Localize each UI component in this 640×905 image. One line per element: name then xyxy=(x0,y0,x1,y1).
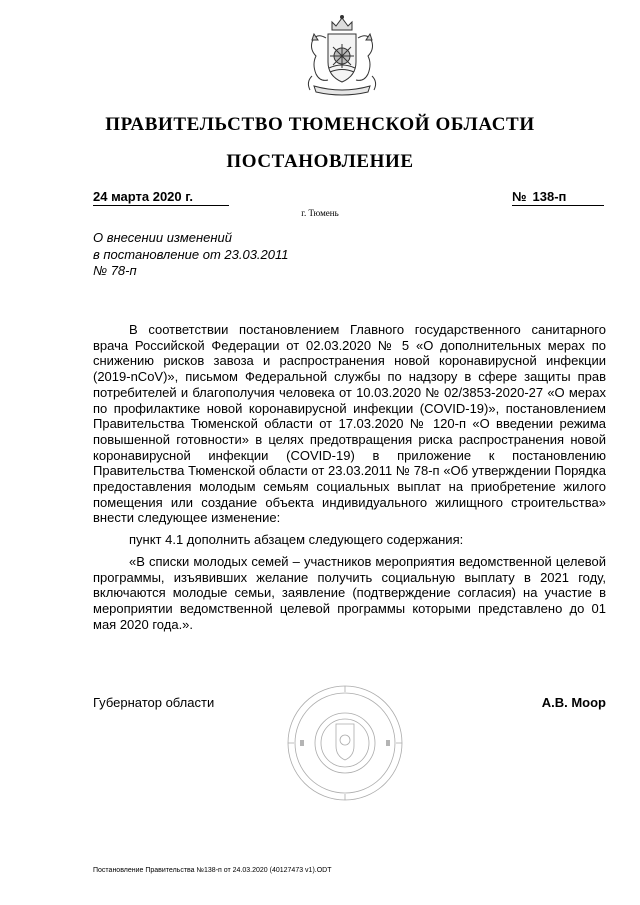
document-footer: Постановление Правительства №138-п от 24.03.2020 (40127473 v1).ODT xyxy=(93,867,332,874)
coat-of-arms-icon xyxy=(302,12,382,98)
document-number-field xyxy=(512,189,604,206)
subject-line: О внесении изменений xyxy=(93,230,232,245)
signer-name: А.В. Моор xyxy=(541,695,606,710)
document-type: ПОСТАНОВЛЕНИЕ xyxy=(226,151,414,172)
body-paragraph: «В списки молодых семей – участников мероприятия ведомственной целевой программы, изъявивших желание получить социальную выплату в 2021 году, включаются молодые семьи, заявление (подтверждение согласия) на участие в мероприятии ведомственной целевой программы которыми представлено до 01 мая 2020 года.». xyxy=(93,553,606,632)
subject-line: в постановление от 23.03.2011 xyxy=(93,246,289,262)
subject-line: № 78-п xyxy=(93,263,137,278)
document-body xyxy=(93,322,606,632)
document-number: 138-п xyxy=(532,189,567,204)
document-city: г. Тюмень xyxy=(301,208,339,218)
number-sign: № xyxy=(512,189,527,204)
government-title: ПРАВИТЕЛЬСТВО ТЮМЕНСКОЙ ОБЛАСТИ xyxy=(105,114,535,135)
document-subject xyxy=(93,230,393,280)
signer-title: Губернатор области xyxy=(93,695,215,710)
official-seal-icon xyxy=(286,684,404,802)
body-paragraph: В соответствии постановлением Главного государственного санитарного врача Российской Федерации от 02.03.2020 № 5 «О дополнительных мерах по снижению рисков завоза и распространения новой коронавирусной инфекции (2019-nCoV)», письмом Федеральной службы по надзору в сфере защиты прав потребителей и благополучия человека от 10.03.2020 № 02/3853-2020-27 «О мерах по профилактике новой коронавирусной инфекции (COVID-19)», постановлением Правительства Тюменской области от 17.03.2020 № 120-п «О введении режима повышенной готовности» в целях предотвращения риска распространения новой коронавирусной инфекции (COVID-19) в приложение к постановлению Правительства Тюменской области от 23.03.2011 № 78-п «Об утверждении Порядка предоставления молодым семьям социальных выплат на приобретение жилого помещения или создание объекта индивидуального жилищного строительства» внести следующее изменение: xyxy=(93,322,606,526)
body-paragraph: пункт 4.1 дополнить абзацем следующего содержания: xyxy=(129,532,464,548)
document-date: 24 марта 2020 г. xyxy=(93,189,229,206)
